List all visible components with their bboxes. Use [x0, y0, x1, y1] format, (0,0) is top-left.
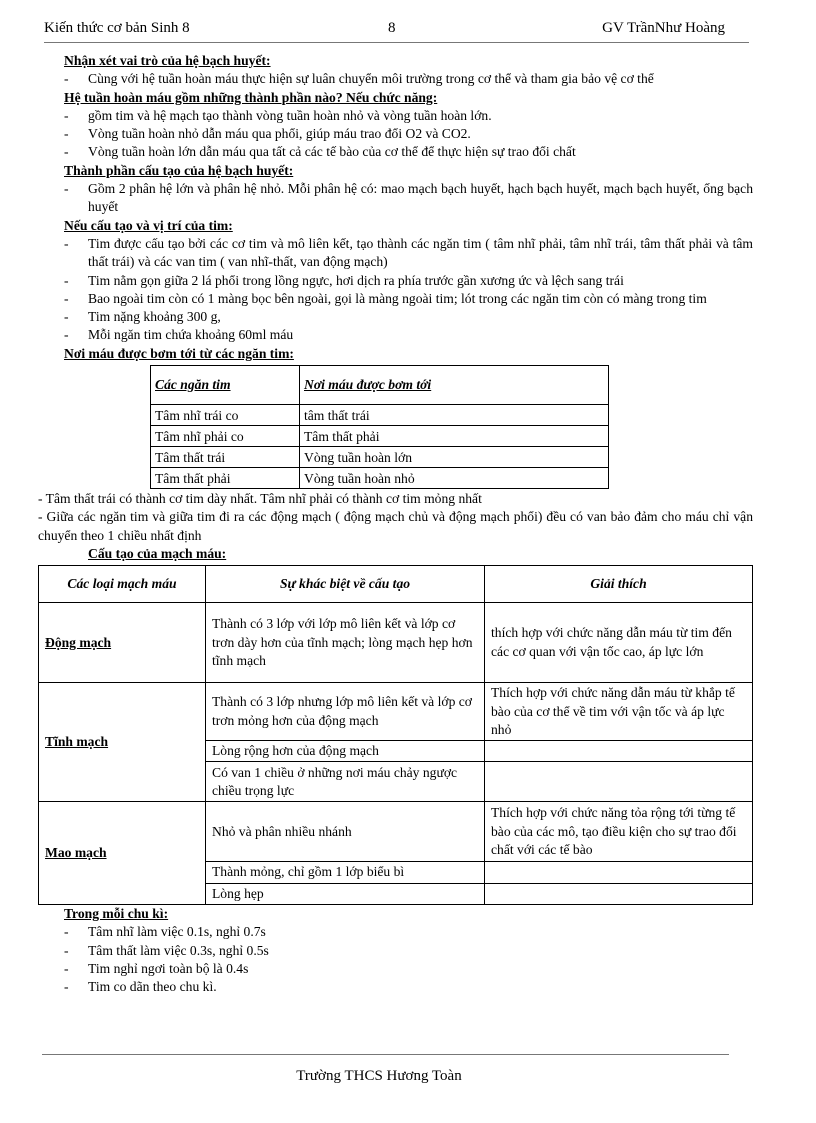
- list-item: - Cùng với hệ tuần hoàn máu thực hiện sự luân chuyển môi trường trong cơ thể và tham gia bảo vệ cơ thể: [88, 70, 753, 88]
- list-item: - Tim nằm gọn giữa 2 lá phổi trong lồng ngực, hơi dịch ra phía trước gần xương ức và lệch sang trái: [88, 272, 753, 290]
- list-item: - gồm tim và hệ mạch tạo thành vòng tuần hoàn nhỏ và vòng tuần hoàn lớn.: [88, 107, 753, 125]
- note-paragraph: - Tâm thất trái có thành cơ tim dày nhất. Tâm nhĩ phải có thành cơ tim mỏng nhất: [38, 491, 482, 507]
- heart-chambers-table: [150, 365, 609, 489]
- table-header-cell: Các loại mạch máu: [39, 566, 206, 603]
- table-row: [39, 603, 753, 683]
- table-header-row: [151, 366, 609, 405]
- table-cell: Thành có 3 lớp nhưng lớp mô liên kết và lớp cơ trơn mỏng hơn của động mạch: [206, 683, 485, 741]
- table-cell: Thành mỏng, chỉ gồm 1 lớp biểu bì: [206, 862, 485, 883]
- section-heading-circulatory: Hệ tuần hoàn máu gồm những thành phần nào? Nếu chức năng:: [64, 89, 438, 105]
- list-lymph-role: [38, 70, 753, 88]
- list-item: - Tâm nhĩ làm việc 0.1s, nghỉ 0.7s: [88, 923, 753, 941]
- table-cell: tâm thất trái: [300, 405, 609, 426]
- table-header-cell: Sự khác biệt về cấu tạo: [206, 566, 485, 603]
- header-subject: Kiến thức cơ bản Sinh 8: [44, 20, 190, 36]
- section-heading-lymph-role: Nhận xét vai trò của hệ bạch huyết:: [64, 53, 271, 68]
- section-heading-lymph-structure: Thành phần cấu tạo của hệ bạch huyết:: [64, 162, 294, 178]
- table-header-cell: Nơi máu được bơm tới: [300, 366, 609, 405]
- list-item: - Vòng tuần hoàn lớn dẫn máu qua tất cả các tế bào của cơ thể để thực hiện sự trao đổi chất: [88, 143, 753, 161]
- section-heading-heart: Nếu cấu tạo và vị trí của tim:: [64, 217, 233, 233]
- table-cell: Nhỏ và phân nhiều nhánh: [206, 802, 485, 862]
- table-cell: Thành có 3 lớp với lớp mô liên kết và lớp cơ trơn dày hơn của tĩnh mạch; lòng mạch hẹp hơn tĩnh mạch: [206, 603, 485, 683]
- list-item: - Tim nặng khoảng 300 g,: [88, 308, 753, 326]
- section-heading-vessels: Cấu tạo của mạch máu:: [88, 545, 227, 561]
- table-row: [39, 802, 753, 862]
- table-cell: thích hợp với chức năng dẫn máu từ tim đến các cơ quan với vận tốc cao, áp lực lớn: [485, 603, 753, 683]
- list-cycle: [38, 923, 753, 996]
- section-heading-cycle: Trong mỗi chu kì:: [64, 906, 169, 922]
- page-number: 8: [388, 20, 396, 36]
- list-heart: [38, 235, 753, 345]
- table-row: [151, 426, 609, 447]
- list-item: - Mỗi ngăn tim chứa khoảng 60ml máu: [88, 326, 753, 344]
- list-item: - Tim nghỉ ngơi toàn bộ là 0.4s: [88, 960, 753, 978]
- table-cell: Tâm nhĩ trái co: [151, 405, 300, 426]
- table-cell: Tâm nhĩ phải co: [151, 426, 300, 447]
- note-paragraph: - Giữa các ngăn tim và giữa tim đi ra các động mạch ( động mạch chủ và động mạch phổi) đều có van bảo đảm cho máu chỉ vận chuyển theo 1 chiều nhất định: [38, 509, 753, 543]
- table-cell: [485, 741, 753, 762]
- table-cell: Lòng rộng hơn của động mạch: [206, 741, 485, 762]
- list-item: - Tim co dãn theo chu kì.: [88, 978, 753, 996]
- vessel-name: Động mạch: [39, 603, 206, 683]
- table-cell: Vòng tuần hoàn nhỏ: [300, 468, 609, 489]
- table-cell: [485, 862, 753, 883]
- table-row: [151, 468, 609, 489]
- vessel-name: Mao mạch: [39, 802, 206, 905]
- table-cell: Có van 1 chiều ở những nơi máu chảy ngược chiều trọng lực: [206, 762, 485, 802]
- list-item: - Tim được cấu tạo bởi các cơ tim và mô liên kết, tạo thành các ngăn tim ( tâm nhĩ phải, tâm nhĩ trái, tâm thất phải và tâm thất trái) và các van tim ( van nhĩ-thất, van động mạch): [88, 235, 753, 272]
- header-teacher: GV TrầnNhư Hoàng: [602, 20, 725, 36]
- vessel-name: Tĩnh mạch: [39, 683, 206, 802]
- list-circulatory: [38, 107, 753, 162]
- footer-divider: [42, 1054, 729, 1055]
- table-cell: [485, 883, 753, 904]
- table-header-cell: Các ngăn tim: [151, 366, 300, 405]
- list-item: - Vòng tuần hoàn nhỏ dẫn máu qua phổi, giúp máu trao đổi O2 và CO2.: [88, 125, 753, 143]
- blood-vessels-table: [38, 565, 753, 905]
- table-cell: Thích hợp với chức năng dẫn máu từ khắp tế bào của cơ thể về tim với vận tốc và áp lực nhỏ: [485, 683, 753, 741]
- page-header: [44, 18, 749, 43]
- list-item: - Bao ngoài tim còn có 1 màng bọc bên ngoài, gọi là màng ngoài tim; lót trong các ngăn tim còn có màng trong tim: [88, 290, 753, 308]
- table-header-row: [39, 566, 753, 603]
- list-item: - Tâm thất làm việc 0.3s, nghỉ 0.5s: [88, 942, 753, 960]
- table-cell: Tâm thất phải: [151, 468, 300, 489]
- table-cell: Vòng tuần hoàn lớn: [300, 447, 609, 468]
- page-footer: Trường THCS Hương Toàn: [296, 1068, 462, 1084]
- table-header-cell: Giải thích: [485, 566, 753, 603]
- table-row: [151, 447, 609, 468]
- table-cell: [485, 762, 753, 802]
- document-body: [38, 52, 753, 997]
- table-cell: Tâm thất phải: [300, 426, 609, 447]
- list-item: - Gồm 2 phân hệ lớn và phân hệ nhỏ. Mỗi phân hệ có: mao mạch bạch huyết, hạch bạch huyết, mạch bạch huyết, ống bạch huyết: [88, 180, 753, 217]
- table-cell: Lòng hẹp: [206, 883, 485, 904]
- section-heading-pump: Nơi máu được bơm tới từ các ngăn tim:: [64, 345, 294, 361]
- table-cell: Tâm thất trái: [151, 447, 300, 468]
- table-cell: Thích hợp với chức năng tỏa rộng tới từng tế bào của các mô, tạo điều kiện cho sự trao đổi chất với các tế bào: [485, 802, 753, 862]
- list-lymph-structure: [38, 180, 753, 217]
- table-row: [151, 405, 609, 426]
- table-row: [39, 683, 753, 741]
